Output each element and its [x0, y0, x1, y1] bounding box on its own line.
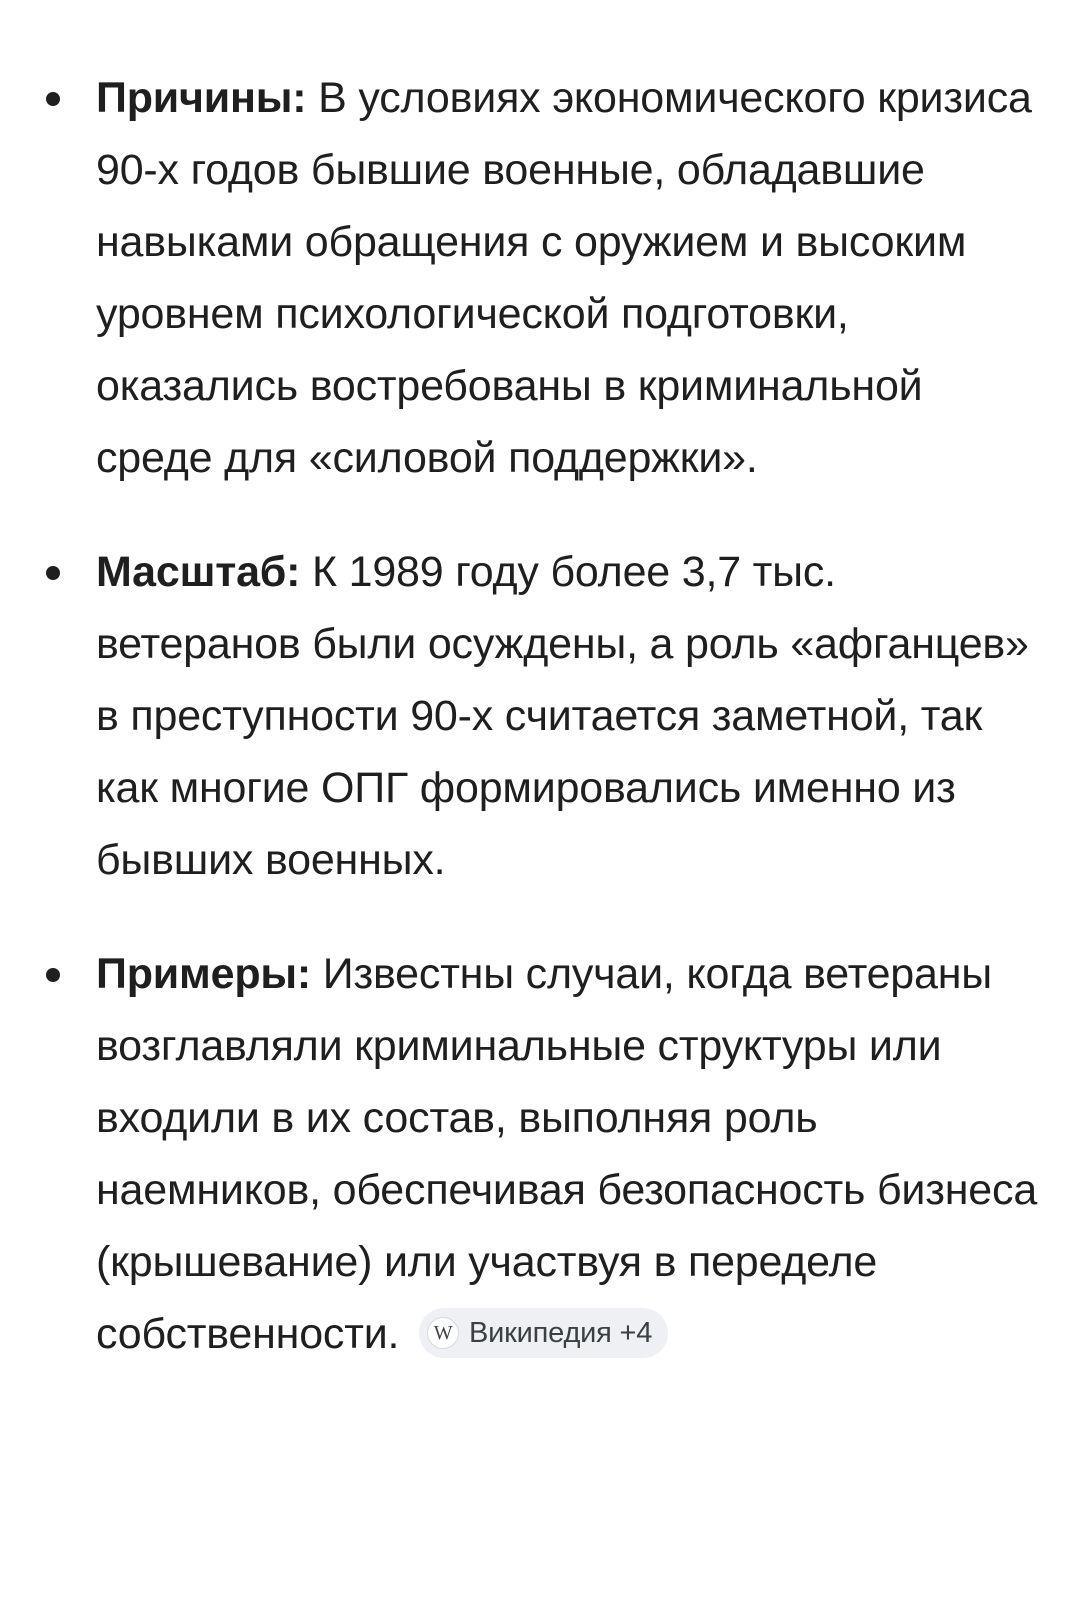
item-label: Причины:: [96, 74, 307, 122]
bullet-dot: [46, 92, 60, 106]
item-text: Известны случаи, когда ветераны возглавляли криминальные структуры или входили в их состав, выполняя роль наемников, обеспечивая безопасность бизнеса (крышевание) или участвуя в переделе собственности.: [96, 950, 1038, 1358]
list-item-causes: [0, 62, 1080, 494]
bullet-list: [0, 62, 1080, 1412]
bullet-dot: [46, 968, 60, 982]
item-label: Масштаб:: [96, 548, 301, 596]
source-chip-label: Википедия +4: [469, 1316, 653, 1349]
item-text: К 1989 году более 3,7 тыс. ветеранов были осуждены, а роль «афганцев» в преступности 90-х считается заметной, так как многие ОПГ формировались именно из бывших военных.: [96, 548, 1029, 884]
item-label: Примеры:: [96, 950, 312, 998]
wikipedia-icon: W: [427, 1317, 459, 1349]
bullet-dot: [46, 566, 60, 580]
source-chip[interactable]: [419, 1308, 668, 1358]
list-item-scale: [0, 536, 1080, 896]
item-text: В условиях экономического кризиса 90-х годов бывшие военные, обладавшие навыками обращения с оружием и высоким уровнем психологической подготовки, оказались востребованы в криминальной среде для «силовой поддержки».: [96, 74, 1032, 482]
list-item-examples: [0, 938, 1080, 1370]
